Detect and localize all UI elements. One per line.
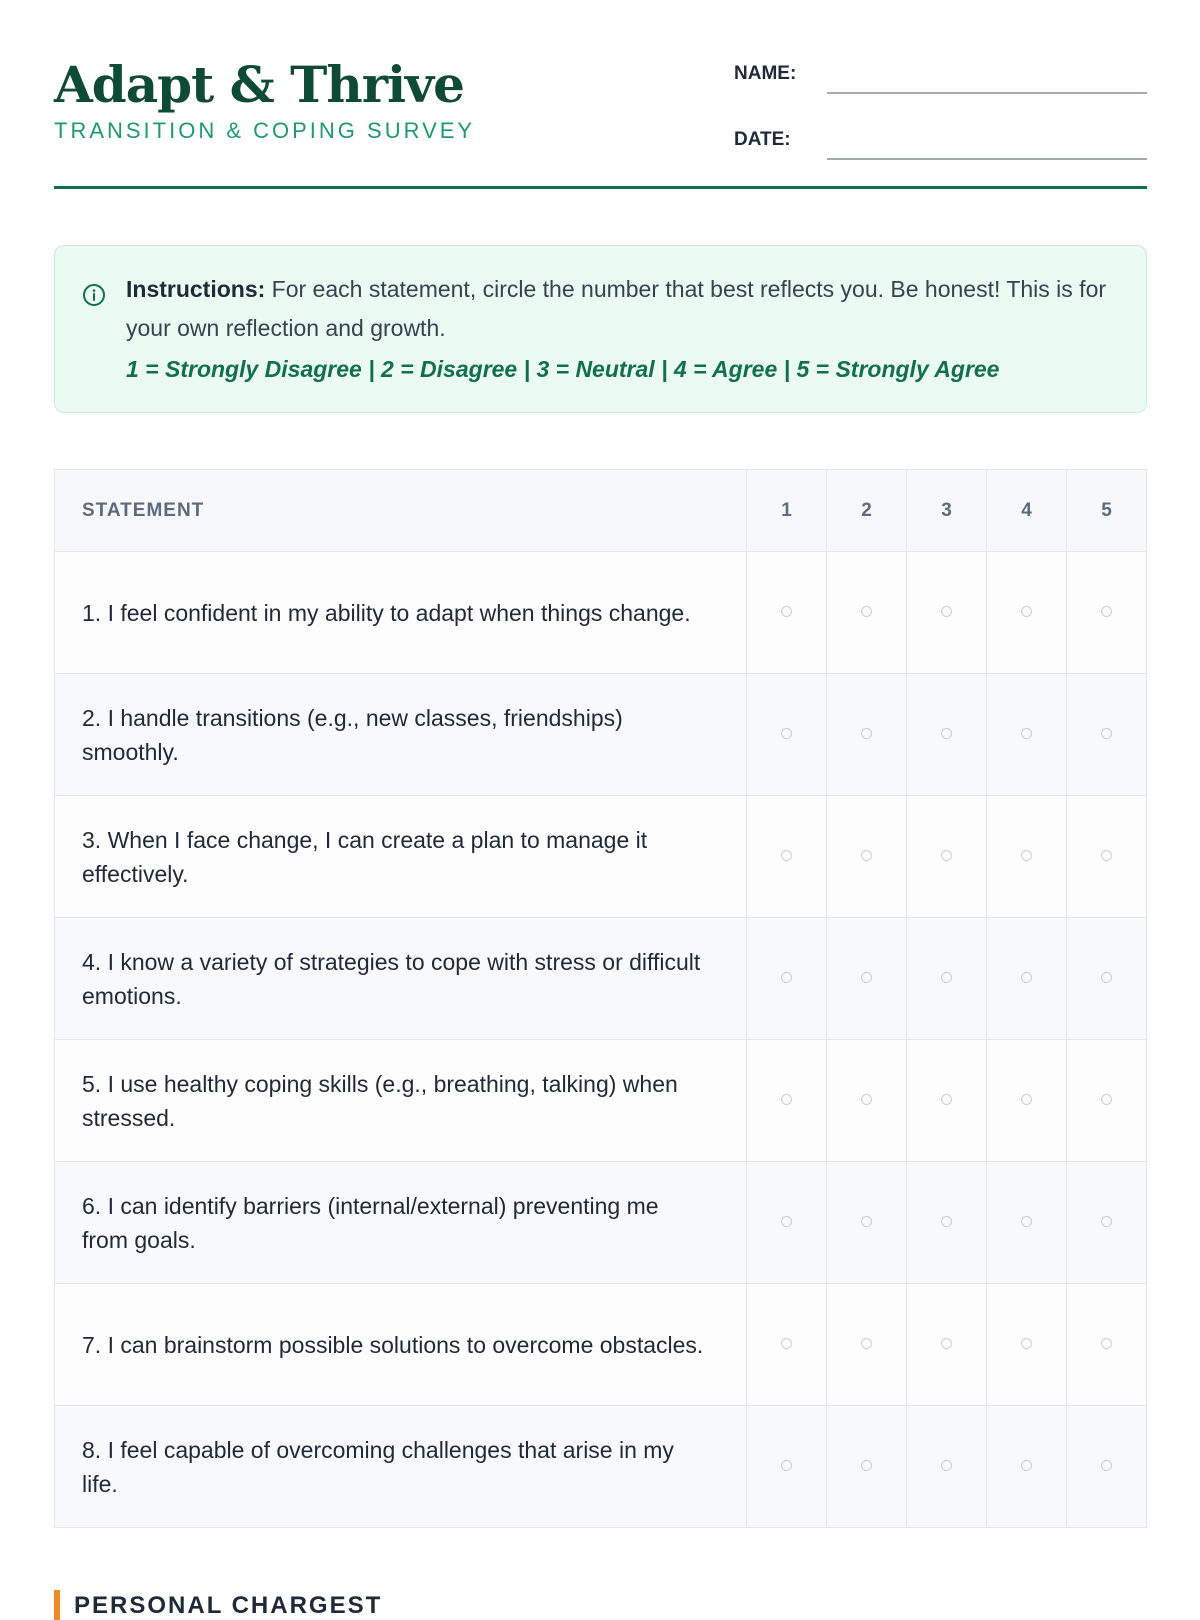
next-section-title: PERSONAL CHARGEST [74, 1592, 383, 1619]
rating-cell-3[interactable] [907, 1284, 987, 1406]
rating-circle-icon[interactable] [781, 1094, 792, 1105]
next-section-header [54, 1590, 654, 1620]
rating-circle-icon[interactable] [781, 1216, 792, 1227]
header-rating-2: 2 [827, 470, 907, 552]
rating-circle-icon[interactable] [1021, 972, 1032, 983]
rating-cell-2[interactable] [827, 1284, 907, 1406]
rating-cell-1[interactable] [747, 1284, 827, 1406]
rating-cell-2[interactable] [827, 918, 907, 1040]
date-label: DATE: [734, 129, 791, 150]
rating-cell-2[interactable] [827, 1040, 907, 1162]
statement-text: 2. I handle transitions (e.g., new classes, friendships) smoothly. [55, 674, 747, 796]
rating-circle-icon[interactable] [1101, 1460, 1112, 1471]
table-row [55, 1040, 1147, 1162]
rating-cell-2[interactable] [827, 552, 907, 674]
rating-circle-icon[interactable] [781, 972, 792, 983]
rating-cell-2[interactable] [827, 1406, 907, 1528]
rating-cell-1[interactable] [747, 552, 827, 674]
table-header-row [55, 470, 1147, 552]
survey-table [54, 469, 1147, 1528]
table-row [55, 918, 1147, 1040]
rating-circle-icon[interactable] [781, 850, 792, 861]
rating-cell-4[interactable] [987, 1406, 1067, 1528]
rating-circle-icon[interactable] [1101, 850, 1112, 861]
rating-cell-3[interactable] [907, 796, 987, 918]
header-divider [54, 186, 1147, 189]
rating-cell-3[interactable] [907, 1406, 987, 1528]
date-field[interactable] [734, 124, 1147, 164]
statement-text: 3. When I face change, I can create a plan to manage it effectively. [55, 796, 747, 918]
table-row [55, 1406, 1147, 1528]
rating-cell-4[interactable] [987, 552, 1067, 674]
rating-circle-icon[interactable] [1101, 728, 1112, 739]
rating-cell-3[interactable] [907, 1040, 987, 1162]
rating-cell-4[interactable] [987, 1284, 1067, 1406]
rating-circle-icon[interactable] [861, 728, 872, 739]
rating-scale: 1 = Strongly Disagree | 2 = Disagree | 3 = Neutral | 4 = Agree | 5 = Strongly Agree [126, 356, 1000, 382]
rating-circle-icon[interactable] [941, 1216, 952, 1227]
rating-cell-5[interactable] [1067, 674, 1147, 796]
rating-cell-5[interactable] [1067, 1162, 1147, 1284]
rating-circle-icon[interactable] [941, 606, 952, 617]
table-row [55, 674, 1147, 796]
statement-text: 4. I know a variety of strategies to cope with stress or difficult emotions. [55, 918, 747, 1040]
rating-cell-5[interactable] [1067, 552, 1147, 674]
header-statement: STATEMENT [55, 470, 747, 552]
rating-cell-5[interactable] [1067, 918, 1147, 1040]
rating-cell-4[interactable] [987, 918, 1067, 1040]
rating-cell-4[interactable] [987, 1040, 1067, 1162]
table-row [55, 552, 1147, 674]
table-row [55, 1284, 1147, 1406]
rating-circle-icon[interactable] [1101, 972, 1112, 983]
rating-circle-icon[interactable] [941, 1094, 952, 1105]
statement-text: 7. I can brainstorm possible solutions to overcome obstacles. [55, 1284, 747, 1406]
rating-cell-1[interactable] [747, 674, 827, 796]
rating-circle-icon[interactable] [941, 850, 952, 861]
statement-text: 5. I use healthy coping skills (e.g., breathing, talking) when stressed. [55, 1040, 747, 1162]
rating-cell-1[interactable] [747, 1162, 827, 1284]
rating-cell-1[interactable] [747, 1040, 827, 1162]
rating-circle-icon[interactable] [781, 606, 792, 617]
rating-cell-5[interactable] [1067, 1284, 1147, 1406]
name-field[interactable] [734, 58, 1147, 98]
rating-circle-icon[interactable] [781, 1460, 792, 1471]
survey-rows [55, 552, 1147, 1528]
header-rating-1: 1 [747, 470, 827, 552]
rating-circle-icon[interactable] [941, 728, 952, 739]
info-icon [82, 283, 106, 307]
table-row [55, 796, 1147, 918]
rating-cell-3[interactable] [907, 552, 987, 674]
rating-cell-2[interactable] [827, 1162, 907, 1284]
rating-cell-1[interactable] [747, 918, 827, 1040]
rating-circle-icon[interactable] [1021, 1094, 1032, 1105]
rating-circle-icon[interactable] [941, 972, 952, 983]
rating-circle-icon[interactable] [861, 1094, 872, 1105]
name-label: NAME: [734, 63, 797, 84]
statement-text: 1. I feel confident in my ability to adapt when things change. [55, 552, 747, 674]
instructions-body: For each statement, circle the number that best reflects you. Be honest! This is for your own reflection and growth. [126, 276, 1107, 341]
statement-text: 6. I can identify barriers (internal/external) preventing me from goals. [55, 1162, 747, 1284]
rating-circle-icon[interactable] [861, 972, 872, 983]
rating-cell-2[interactable] [827, 674, 907, 796]
rating-circle-icon[interactable] [861, 1338, 872, 1349]
rating-circle-icon[interactable] [781, 1338, 792, 1349]
instructions-text [126, 270, 1126, 348]
statement-text: 8. I feel capable of overcoming challenges that arise in my life. [55, 1406, 747, 1528]
survey-header [54, 0, 1147, 190]
header-rating-3: 3 [907, 470, 987, 552]
table-row [55, 1162, 1147, 1284]
instructions-label: Instructions: [126, 276, 266, 302]
rating-circle-icon[interactable] [1101, 1338, 1112, 1349]
rating-cell-4[interactable] [987, 796, 1067, 918]
name-line[interactable] [827, 92, 1147, 94]
header-rating-5: 5 [1067, 470, 1147, 552]
rating-circle-icon[interactable] [1021, 728, 1032, 739]
rating-cell-2[interactable] [827, 796, 907, 918]
rating-cell-4[interactable] [987, 1162, 1067, 1284]
rating-cell-4[interactable] [987, 674, 1067, 796]
rating-circle-icon[interactable] [1021, 850, 1032, 861]
rating-circle-icon[interactable] [1101, 1094, 1112, 1105]
rating-circle-icon[interactable] [861, 606, 872, 617]
rating-cell-5[interactable] [1067, 796, 1147, 918]
instructions-box [54, 245, 1147, 413]
rating-circle-icon[interactable] [1101, 606, 1112, 617]
section-accent-bar [54, 1590, 60, 1620]
rating-cell-3[interactable] [907, 674, 987, 796]
rating-cell-5[interactable] [1067, 1040, 1147, 1162]
rating-circle-icon[interactable] [1101, 1216, 1112, 1227]
rating-cell-5[interactable] [1067, 1406, 1147, 1528]
rating-circle-icon[interactable] [861, 1216, 872, 1227]
survey-title: Adapt & Thrive [54, 55, 464, 114]
rating-circle-icon[interactable] [1021, 1460, 1032, 1471]
rating-circle-icon[interactable] [861, 850, 872, 861]
survey-subtitle: TRANSITION & COPING SURVEY [54, 118, 476, 143]
rating-cell-1[interactable] [747, 796, 827, 918]
rating-circle-icon[interactable] [781, 728, 792, 739]
rating-cell-3[interactable] [907, 918, 987, 1040]
rating-circle-icon[interactable] [941, 1460, 952, 1471]
rating-cell-1[interactable] [747, 1406, 827, 1528]
rating-circle-icon[interactable] [1021, 1216, 1032, 1227]
rating-circle-icon[interactable] [1021, 606, 1032, 617]
header-rating-4: 4 [987, 470, 1067, 552]
date-line[interactable] [827, 158, 1147, 160]
rating-circle-icon[interactable] [1021, 1338, 1032, 1349]
rating-cell-3[interactable] [907, 1162, 987, 1284]
rating-circle-icon[interactable] [941, 1338, 952, 1349]
rating-circle-icon[interactable] [861, 1460, 872, 1471]
